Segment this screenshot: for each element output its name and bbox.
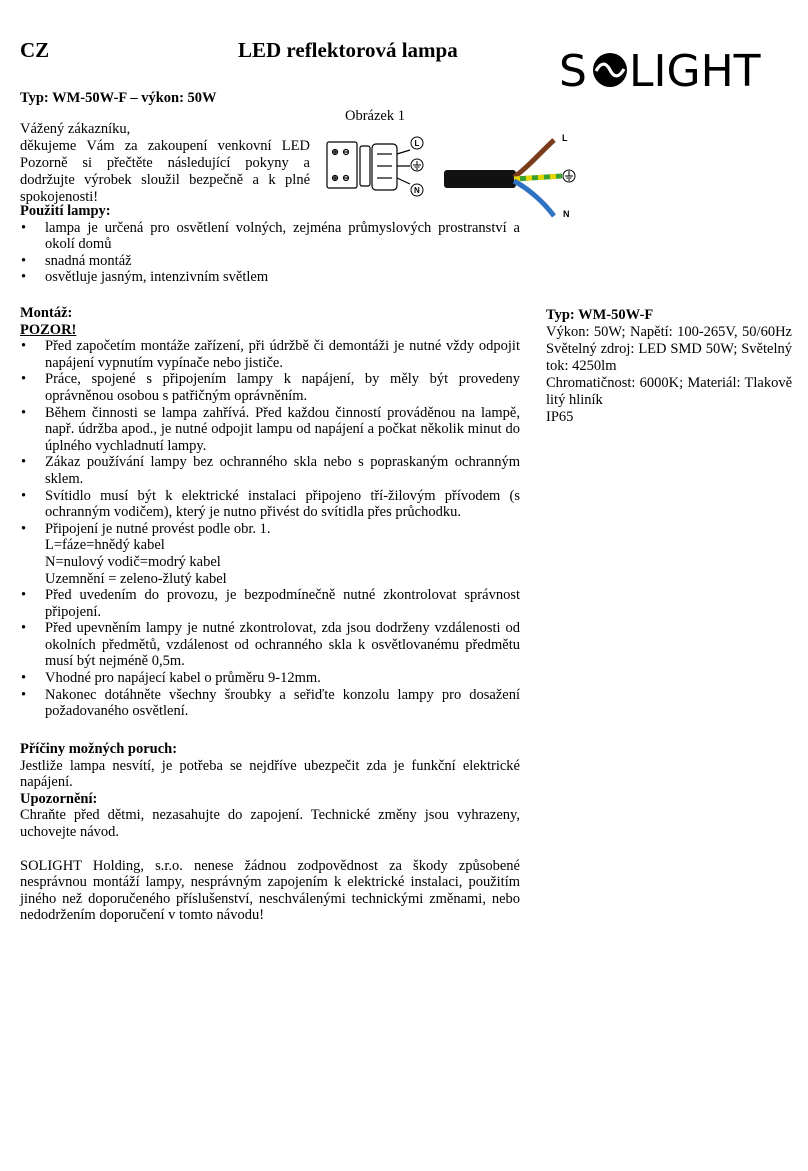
terminal-labels — [411, 137, 423, 196]
spec-title: Typ: WM-50W-F — [546, 307, 654, 323]
list-item: • snadná montáž — [20, 253, 520, 270]
list-item: • Před upevněním lampy je nutné zkontrolovat, zda jsou dodrženy vzdálenosti od okolních předmětů, vzdálenost od ochranného skla k osvětlovanému předmětu musí být nejméně 0,5m. — [20, 620, 520, 670]
mounting-list — [20, 338, 520, 720]
list-item: • Vhodné pro napájecí kabel o průměru 9-12mm. — [20, 670, 520, 687]
list-item: • Před uvedením do provozu, je bezpodmínečně nutné zkontrolovat správnost připojení. — [20, 587, 520, 620]
list-item: • osvětluje jasným, intenzivním světlem — [20, 269, 520, 286]
wire-label-l: L — [562, 133, 568, 143]
greeting: Vážený zákazníku, — [20, 121, 131, 137]
product-type-line: Typ: WM-50W-F – výkon: 50W — [20, 90, 217, 106]
usage-list — [20, 220, 520, 286]
logo-wave-icon — [593, 53, 627, 87]
spec-chromaticity-material: Chromatičnost: 6000K; Materiál: Tlakově litý hliník — [546, 375, 792, 408]
mounting-section — [20, 305, 520, 720]
connection-text: • Připojení je nutné provést podle obr. 1. — [45, 520, 271, 537]
list-item-connection — [20, 521, 520, 587]
usage-title: Použití lampy: — [20, 203, 111, 219]
wire-earth-icon — [563, 170, 575, 182]
intro-text — [20, 121, 310, 206]
terminal-label-l: L — [414, 139, 420, 148]
connection-line-l: L=fáze=hnědý kabel — [45, 537, 165, 554]
specification-block — [546, 307, 792, 426]
intro-instructions: Pozorně si přečtěte následující pokyny a dodržujte výrobek sloužil bezpečně a k plné spokojenosti! — [20, 155, 310, 205]
logo-letter-s: S — [559, 46, 587, 97]
wire-label-n: N — [563, 209, 570, 219]
terminal-block-icon — [327, 142, 410, 190]
intro-thanks: děkujeme Vám za zakoupení venkovní LED — [20, 138, 310, 154]
list-item: • Během činnosti se lampa zahřívá. Před každou činností prováděnou na lampě, např. údržba apod., je nutné odpojit lampu od napájení a počkat několik minut do úplného vychladnutí lampy. — [20, 405, 520, 455]
terminal-label-n: N — [414, 186, 420, 195]
list-item: • Nakonec dotáhněte všechny šroubky a seřiďte konzolu lampy pro dosažení požadovaného osvětlení. — [20, 687, 520, 720]
list-item: • Před započetím montáže zařízení, při údržbě či demontáži je nutné vždy odpojit napájení vypnutím vypínače nebo jističe. — [20, 338, 520, 371]
figure-caption: Obrázek 1 — [345, 108, 405, 124]
spec-power-voltage-source: Výkon: 50W; Napětí: 100-265V, 50/60Hz Světelný zdroj: LED SMD 50W; Světelný tok: 4250lm — [546, 324, 792, 374]
notice-title: Upozornění: — [20, 790, 98, 807]
connection-line-n: N=nulový vodič=modrý kabel — [45, 553, 221, 570]
list-item: • Zákaz používání lampy bez ochranného skla nebo s popraskaným ochranným sklem. — [20, 454, 520, 487]
logo-letters: LIGHT — [629, 46, 761, 97]
spec-ip-rating: IP65 — [546, 409, 574, 425]
document-title: LED reflektorová lampa — [238, 38, 458, 62]
disclaimer-text: SOLIGHT Holding, s.r.o. nenese žádnou zodpovědnost za škody způsobené nesprávnou montáží lampy, nesprávným zapojením k elektrické instalaci, použitím jiného než doporučeného příslušenství, neschválenými technickými změnami, nebo nedodržením doporučení v tomto návodu! — [20, 857, 520, 924]
notice-text: Chraňte před dětmi, nezasahujte do zapojení. Technické změny jsou vyhrazeny, uchovejte návod. — [20, 807, 520, 840]
language-code: CZ — [20, 38, 50, 62]
warning-title: POZOR! — [20, 321, 77, 338]
usage-section — [20, 203, 520, 286]
list-item: • lampa je určená pro osvětlení volných, zejména průmyslových prostranství a okolí domů — [20, 220, 520, 253]
mounting-title: Montáž: — [20, 305, 73, 321]
list-item: • Svítidlo musí být k elektrické instalaci připojeno tří-žilovým přívodem (s ochranným vodičem), který je nutno přivést do svítidla přes průchodku. — [20, 488, 520, 521]
faults-text: Jestliže lampa nesvítí, je potřeba se nejdříve ubezpečit zda je funkční elektrické napájení. — [20, 757, 520, 791]
solight-logo — [559, 40, 779, 100]
faults-title: Příčiny možných poruch: — [20, 741, 178, 757]
faults-section — [20, 741, 520, 924]
connection-line-earth: Uzemnění = zeleno-žlutý kabel — [45, 570, 227, 587]
list-item: • Práce, spojené s připojením lampy k napájení, by měly být provedeny oprávněnou osobou s patřičným oprávněním. — [20, 371, 520, 404]
